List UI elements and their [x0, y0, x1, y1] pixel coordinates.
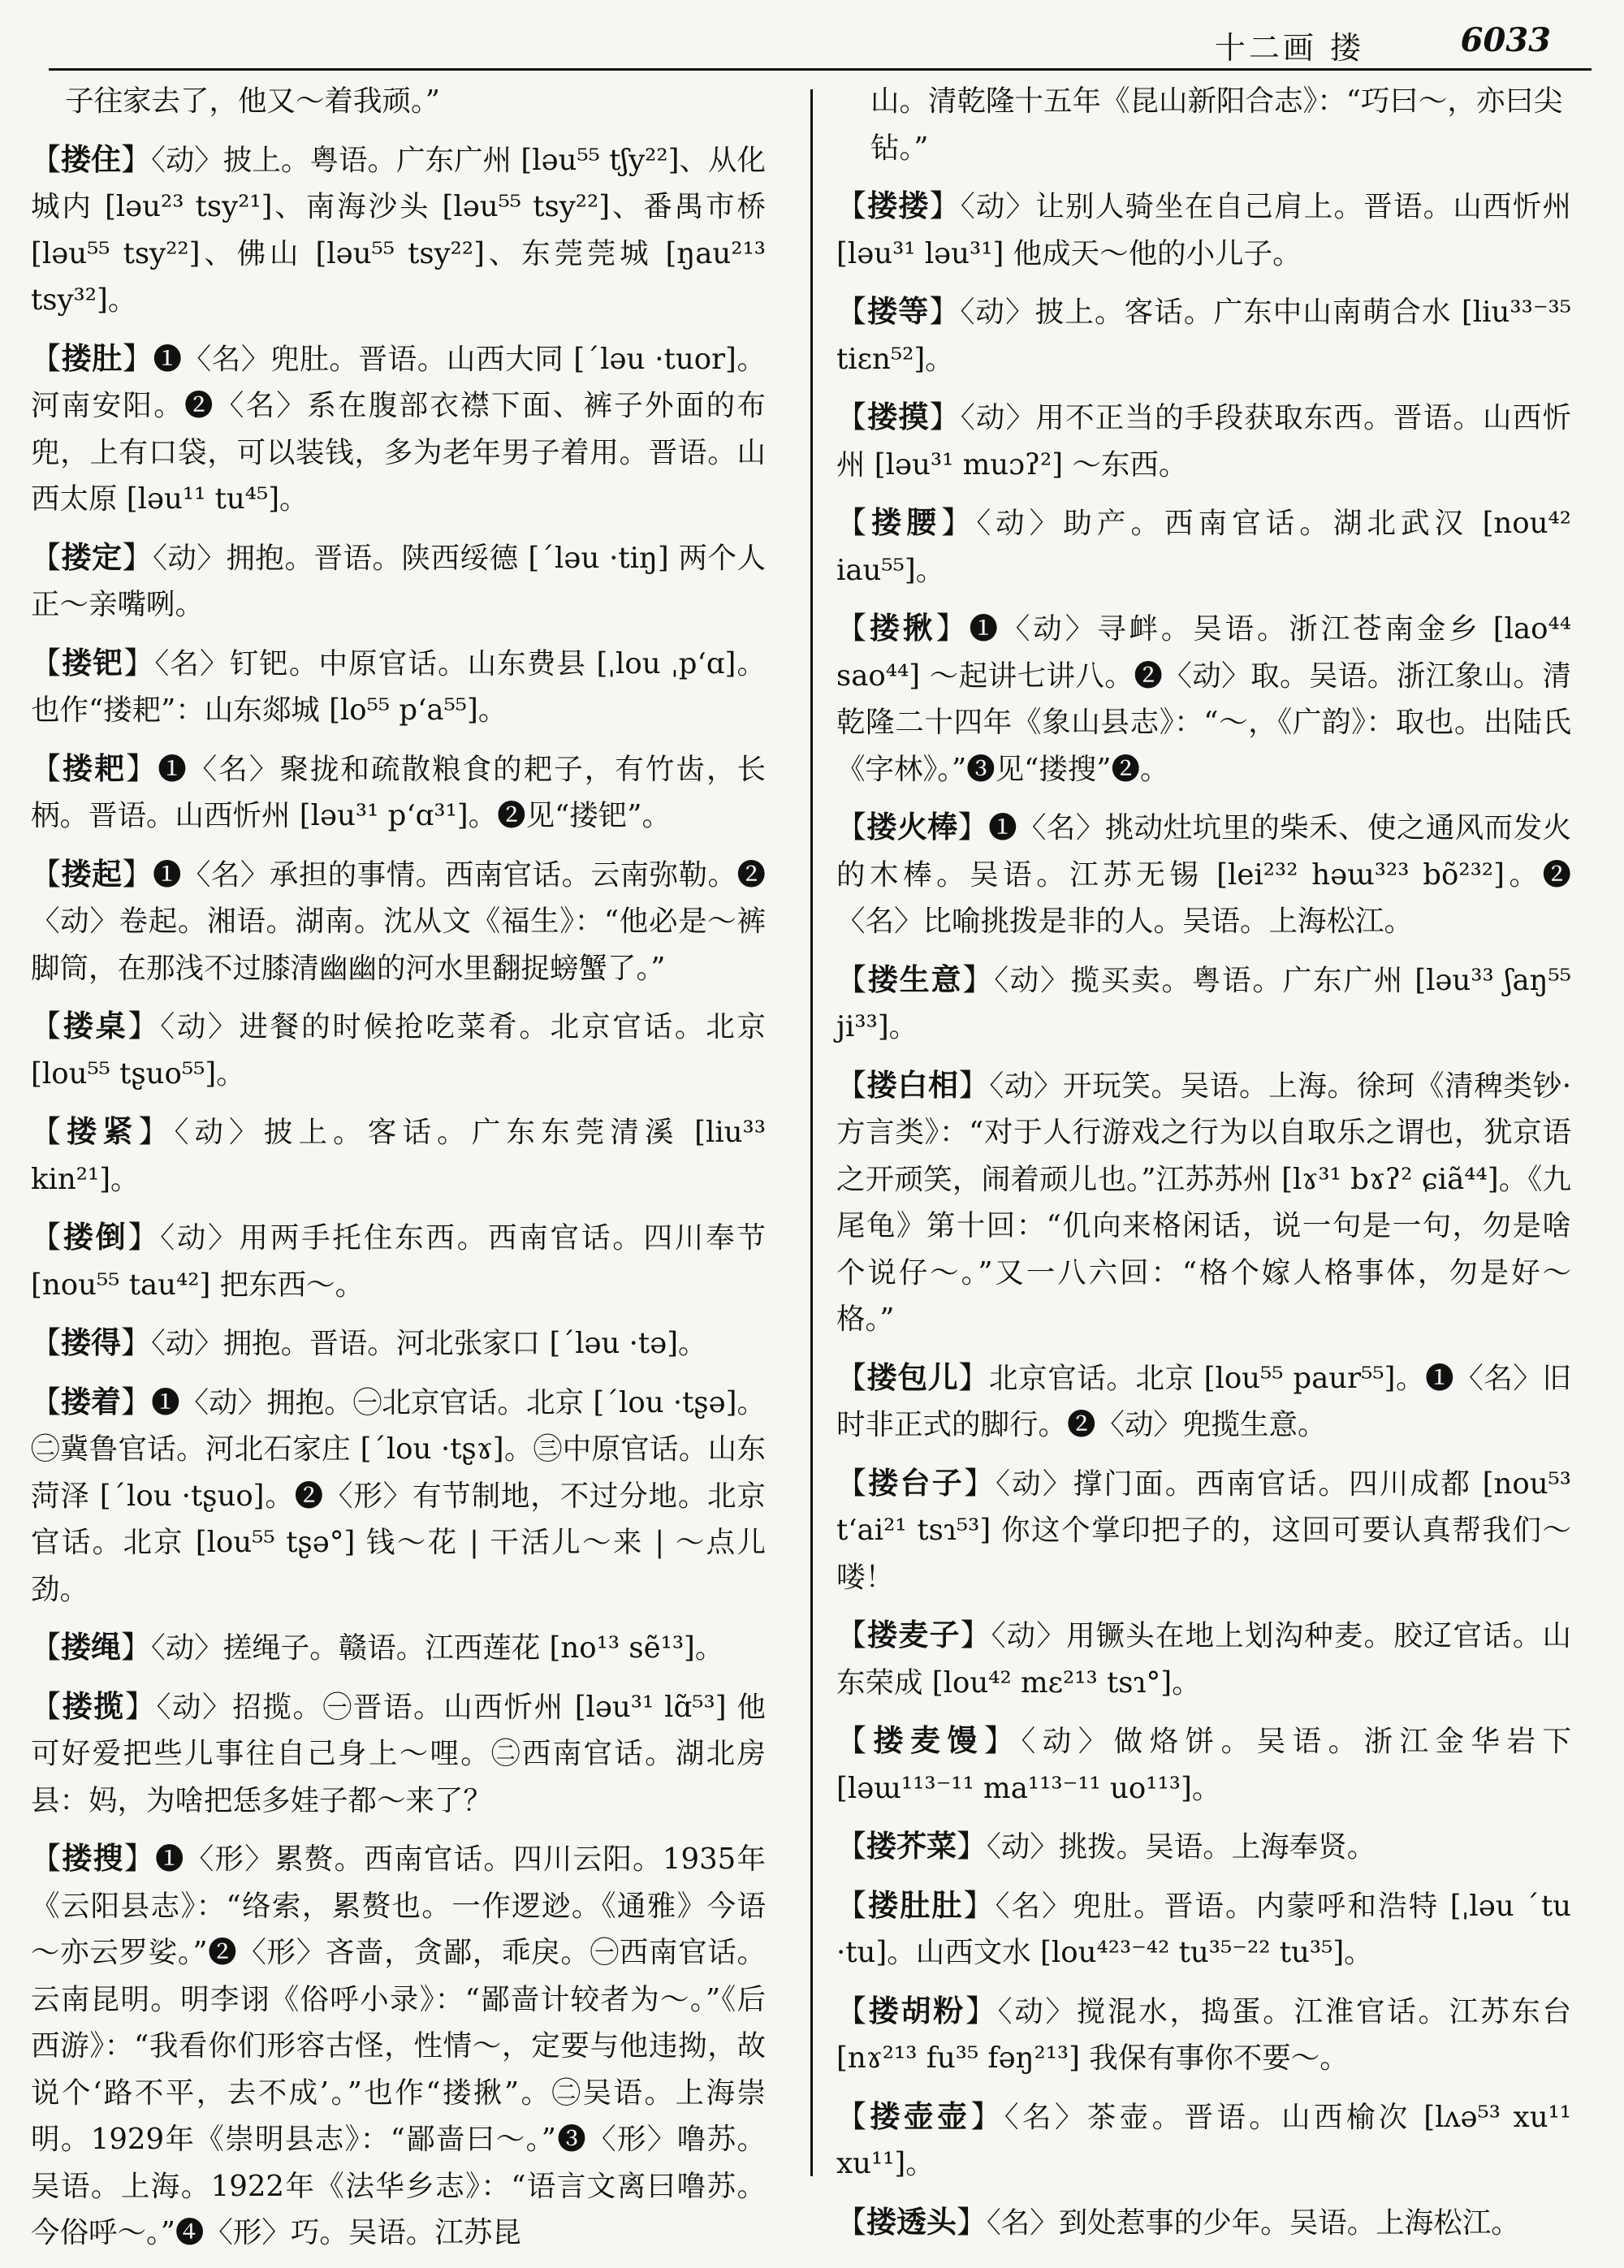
dictionary-entry: [836, 2199, 1571, 2247]
entry-definition: ❶〈名〉承担的事情。西南官话。云南弥勒。❷〈动〉卷起。湘语。湖南。沈从文《福生》：“他必是～裤脚筒，在那浅不过膝清幽幽的河水里翻捉螃蟹了。”: [31, 858, 767, 985]
entry-definition: 〈名〉钉钯。中原官话。山东费县 [ˌlou ˌpʻɑ]。也作“搂耙”：山东郯城 [lo⁵⁵ pʻa⁵⁵]。: [31, 646, 767, 727]
entry-definition: ❶〈动〉寻衅。吴语。浙江苍南金乡 [lao⁴⁴ sao⁴⁴] ～起讲七讲八。❷〈动〉取。吴语。浙江象山。清乾隆二十四年《象山县志》：“～，《广韵》：取也。出陆氏《字林》。”❸见“搂搜”❷。: [836, 612, 1572, 786]
entry-headword: 【 搂桌 】: [31, 1008, 160, 1043]
entry-headword: 【 搂白相 】: [836, 1067, 989, 1103]
entry-headword: 【 搂搜 】: [31, 1840, 155, 1876]
entry-definition: 〈动〉挑拨。吴语。上海奉贤。: [987, 1830, 1376, 1864]
entry-headword: 【 搂腰 】: [836, 504, 976, 540]
entry-definition: 北京官话。北京 [lou⁵⁵ paur⁵⁵]。❶〈名〉旧时非正式的脚行。❷〈动〉兜揽生意。: [836, 1361, 1572, 1441]
dictionary-entry: [836, 1460, 1571, 1601]
entry-headword: 【 搂肚肚 】: [836, 1887, 996, 1923]
entry-headword: 【 搂芥菜 】: [836, 1828, 987, 1864]
entry-list: [836, 183, 1571, 2246]
entry-definition: 〈动〉披上。粤语。广东广州 [ləu⁵⁵ tʃy²²]、从化城内 [ləu²³ tsy²¹]、南海沙头 [ləu⁵⁵ tsy²²]、番禺市桥 [ləu⁵⁵ tsy²²]、佛山 [ləu⁵⁵ tsy²²]、东莞莞城 [ŋau²¹³ tsy³²]。: [31, 143, 767, 317]
dictionary-entry: [836, 2093, 1571, 2188]
dictionary-entry: [31, 534, 766, 629]
entry-headword: 【 搂绳 】: [31, 1629, 151, 1665]
dictionary-entry: [31, 640, 766, 734]
entry-definition: 〈动〉开玩笑。吴语。上海。徐珂《清稗类钞·方言类》：“对于人行游戏之行为以自取乐之谓也，犹京语之开顽笑，闹着顽儿也。”江苏苏州 [lɤ³¹ bɤʔ² ɕiã⁴⁴]。《九尾龟》第十回：“仉向来格闲话，说一句是一句，勿是啥个说仔～。”又一八六回：“格个嫁人格事体，勿是好～格。”: [836, 1069, 1572, 1336]
dictionary-entry: [836, 804, 1571, 945]
dictionary-entry: [31, 1108, 766, 1203]
entry-definition: 〈动〉揽买卖。粤语。广东广州 [ləu³³ ʃaŋ⁵⁵ ji³³]。: [836, 963, 1572, 1043]
entry-headword: 【 搂摸 】: [836, 399, 961, 434]
entry-headword: 【 搂起 】: [31, 856, 153, 892]
entry-headword: 【 搂搂 】: [836, 188, 961, 223]
entry-definition: 〈动〉撑门面。西南官话。四川成都 [nou⁵³ tʻai²¹ tsɿ⁵³] 你这个掌印把子的，这回可要认真帮我们～喽！: [836, 1467, 1572, 1594]
entry-list: [31, 136, 766, 2257]
entry-headword: 【 搂得 】: [31, 1324, 151, 1360]
dictionary-entry: [836, 1988, 1571, 2082]
dictionary-entry: [836, 1823, 1571, 1871]
entry-headword: 【 搂麦子 】: [836, 1617, 991, 1652]
page-header: [49, 18, 1592, 65]
entry-definition: 〈动〉助产。西南官话。湖北武汉 [nou⁴² iau⁵⁵]。: [836, 507, 1571, 587]
entry-headword: 【 搂着 】: [31, 1384, 151, 1419]
entry-headword: 【 搂生意 】: [836, 961, 994, 997]
entry-headword: 【 搂台子 】: [836, 1465, 996, 1501]
entry-definition: 〈动〉用镢头在地上划沟种麦。胶辽官话。山东荣成 [lou⁴² mɛ²¹³ tsɿ°]。: [836, 1619, 1571, 1700]
header-rule: [49, 68, 1592, 71]
entry-headword: 【 搂肚 】: [31, 340, 153, 376]
right-column: [836, 78, 1571, 2257]
entry-headword: 【 搂壶壶 】: [836, 2098, 1004, 2134]
entry-headword: 【 搂麦馒 】: [836, 1722, 1021, 1758]
entry-headword: 【 搂包儿 】: [836, 1359, 989, 1395]
dictionary-entry: [31, 335, 766, 523]
entry-definition: 〈动〉招揽。㊀晋语。山西忻州 [ləu³¹ lɑ̃⁵³] 他可好爱把些儿事往自己身上～哩。㊁西南官话。湖北房县：妈，为啥把恁多娃子都～来了？: [31, 1690, 766, 1817]
dictionary-entry: [31, 851, 766, 992]
entry-definition: 〈动〉拥抱。晋语。河北张家口 [ˊləu ·tə]。: [151, 1327, 707, 1360]
entry-definition: 〈动〉用不正当的手段获取东西。晋语。山西忻州 [ləu³¹ muɔʔ²] ～东西。: [836, 401, 1571, 482]
column-divider: [810, 89, 813, 2176]
entry-definition: ❶〈形〉累赘。西南官话。四川云阳。1935年《云阳县志》：“络索，累赘也。一作逻逤。《通雅》今语～亦云罗娑。”❷〈形〉吝啬，贪鄙，乖戾。㊀西南官话。云南昆明。明李诩《俗呼小录》：“鄙啬计较者为～。”《后西游》：“我看你们形容古怪，性情～，定要与他违拗，故说个‘路不平，去不成’。”也作“搂揪”。㊁吴语。上海崇明。1929年《崇明县志》：“鄙啬曰～。”❸〈形〉噜苏。吴语。上海。1922年《法华乡志》：“语言文离曰噜苏。今俗呼～。”❹〈形〉巧。吴语。江苏昆: [31, 1842, 767, 2249]
entry-definition: 〈动〉用两手托住东西。西南官话。四川奉节 [nou⁵⁵ tau⁴²] 把东西～。: [31, 1221, 767, 1302]
entry-definition: ❶〈名〉兜肚。晋语。山西大同 [ˊləu ·tuor]。河南安阳。❷〈名〉系在腹部衣襟下面、裤子外面的布兜，上有口袋，可以装钱，多为老年男子着用。晋语。山西太原 [ləu¹¹ tu⁴⁵]。: [31, 342, 767, 516]
dictionary-entry: [31, 745, 766, 840]
entry-headword: 【 搂等 】: [836, 293, 961, 329]
dictionary-entry: [836, 288, 1571, 382]
dictionary-entry: [836, 957, 1571, 1051]
dictionary-entry: [836, 1717, 1571, 1812]
entry-headword: 【 搂住 】: [31, 141, 151, 177]
dictionary-entry: [836, 499, 1571, 594]
page-number: 6033: [1460, 21, 1551, 59]
dictionary-entry: [31, 1320, 766, 1367]
entry-definition: 〈动〉披上。客话。广东中山南萌合水 [liu³³⁻³⁵ tiɛn⁵²]。: [836, 296, 1572, 376]
dictionary-entry: [836, 183, 1571, 277]
entry-definition: 〈名〉兜肚。晋语。内蒙呼和浩特 [ˌləu ˊtu ·tu]。山西文水 [lou⁴²³⁻⁴² tu³⁵⁻²² tu³⁵]。: [836, 1889, 1572, 1969]
entry-headword: 【 搂定 】: [31, 539, 153, 575]
dictionary-entry: [836, 1062, 1571, 1343]
dictionary-entry: [31, 1379, 766, 1614]
dictionary-entry: [836, 1354, 1571, 1449]
entry-definition: 〈名〉到处惹事的少年。吴语。上海松江。: [987, 2205, 1520, 2240]
entry-definition: ❶〈名〉挑动灶坑里的柴禾、使之通风而发火的木棒。吴语。江苏无锡 [lei²³² həɯ³²³ bõ²³²]。❷〈名〉比喻挑拨是非的人。吴语。上海松江。: [836, 811, 1571, 938]
dictionary-entry: [31, 1214, 766, 1308]
entry-headword: 【 搂倒 】: [31, 1219, 160, 1255]
dictionary-entry: [836, 394, 1571, 488]
dictionary-entry: [31, 136, 766, 324]
entry-definition: 〈动〉披上。客话。广东东莞清溪 [liu³³ kin²¹]。: [31, 1116, 767, 1196]
entry-headword: 【 搂胡粉 】: [836, 1993, 998, 2028]
entry-definition: ❶〈动〉拥抱。㊀北京官话。北京 [ˊlou ·tʂə]。㊁冀鲁官话。河北石家庄 [ˊlou ·tʂɤ]。㊂中原官话。山东菏泽 [ˊlou ·tʂuo]。❷〈形〉有节制地，不过分地。北京官话。北京 [lou⁵⁵ tʂə°] 钱～花 | 干活儿～来 | ～点儿劲。: [31, 1385, 767, 1606]
entry-headword: 【 搂钯 】: [31, 645, 155, 680]
entry-definition: 〈动〉搓绳子。赣语。江西莲花 [no¹³ sẽ¹³]。: [151, 1631, 724, 1665]
dictionary-entry: [836, 1612, 1571, 1706]
entry-definition: 〈动〉让别人骑坐在自己肩上。晋语。山西忻州 [ləu³¹ ləu³¹] 他成天～他的小儿子。: [836, 190, 1571, 270]
dictionary-entry: [31, 1683, 766, 1825]
dictionary-entry: [836, 605, 1571, 793]
entry-definition: ❶〈名〉聚拢和疏散粮食的耙子，有竹齿，长柄。晋语。山西忻州 [ləu³¹ pʻɑ³¹]。❷见“搂钯”。: [31, 752, 767, 832]
entry-definition: 〈动〉搅混水，捣蛋。江淮官话。江苏东台 [nɤ²¹³ fu³⁵ fəŋ²¹³] 我保有事你不要～。: [836, 1994, 1571, 2075]
entry-definition: 〈动〉拥抱。晋语。陕西绥德 [ˊləu ·tiŋ] 两个人正～亲嘴咧。: [31, 541, 767, 621]
entry-definition: 〈动〉做烙饼。吴语。浙江金华岩下 [ləɯ¹¹³⁻¹¹ ma¹¹³⁻¹¹ uo¹¹³]。: [836, 1725, 1572, 1805]
dictionary-entry: [31, 1624, 766, 1672]
dictionary-entry: [836, 1882, 1571, 1976]
left-column: [31, 78, 766, 2268]
entry-headword: 【 搂紧 】: [31, 1113, 175, 1149]
running-head: 十二画 搂: [1214, 30, 1364, 66]
entry-headword: 【 搂透头 】: [836, 2204, 987, 2240]
entry-headword: 【 搂火棒 】: [836, 809, 988, 845]
dictionary-entry: [31, 1003, 766, 1097]
entry-definition: 〈动〉进餐的时候抢吃菜肴。北京官话。北京 [lou⁵⁵ tʂuo⁵⁵]。: [31, 1010, 767, 1091]
entry-headword: 【 搂揽 】: [31, 1688, 157, 1724]
continuation-text: 子往家去了，他又～着我顽。”: [65, 84, 440, 118]
dictionary-entry: [31, 1835, 766, 2257]
entry-headword: 【 搂揪 】: [836, 610, 970, 646]
entry-definition: 〈名〉茶壶。晋语。山西榆次 [lʌə⁵³ xu¹¹ xu¹¹]。: [836, 2100, 1572, 2180]
continuation-text: 山。清乾隆十五年《昆山新阳合志》：“巧曰～，亦曰尖钻。”: [870, 84, 1563, 165]
entry-headword: 【 搂耙 】: [31, 750, 158, 786]
